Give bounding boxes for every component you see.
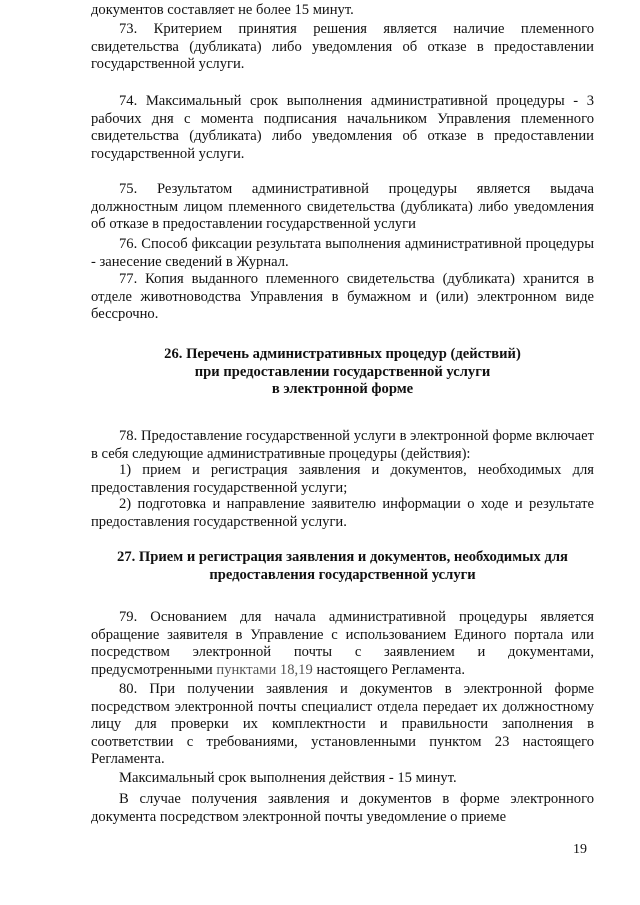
heading-27-line-2: предоставления государственной услуги — [209, 566, 476, 583]
paragraph-79-text: 79. Основанием для начала административной процедуры является обращение заявителя в Управление с использованием Единого портала или посредством электронной почты с заявлением и документами, предусмотренными — [91, 609, 594, 678]
paragraph-max-time: Максимальный срок выполнения действия - 15 минут. — [119, 770, 457, 786]
section-heading-26 — [91, 346, 594, 399]
section-heading-27 — [91, 549, 594, 584]
paragraph-79-reference: пунктами 18,19 — [216, 661, 313, 678]
paragraph-79 — [91, 609, 594, 679]
paragraph-continuation: документов составляет не более 15 минут. — [91, 2, 354, 18]
heading-26-line-1: 26. Перечень административных процедур (действий) — [164, 346, 521, 362]
paragraph-76: 76. Способ фиксации результата выполнения административной процедуры - занесение сведений в Журнал. — [91, 236, 594, 270]
paragraph-78-item-1: 1) прием и регистрация заявления и документов, необходимых для предоставления государственной услуги; — [91, 462, 594, 496]
heading-27-line-1: 27. Прием и регистрация заявления и документов, необходимых для — [117, 549, 568, 565]
paragraph-78: 78. Предоставление государственной услуги в электронной форме включает в себя следующие административные процедуры (действия): — [91, 428, 594, 462]
heading-26-line-3: в электронной форме — [271, 381, 414, 398]
paragraph-78-item-2: 2) подготовка и направление заявителю информации о ходе и результате предоставления государственной услуги. — [91, 496, 594, 530]
paragraph-electronic-receipt: В случае получения заявления и документов в форме электронного документа посредством электронной почты уведомление о приеме — [91, 791, 594, 825]
paragraph-80: 80. При получении заявления и документов в электронной форме посредством электронной почты специалист отдела передает их должностному лицу для проверки их комплектности и правильности заполнения в соответствии с требованиями, установленными пунктом 23 настоящего Регламента. — [91, 681, 594, 768]
paragraph-73: 73. Критерием принятия решения является наличие племенного свидетельства (дубликата) либо уведомления об отказе в предоставлении государственной услуги. — [91, 21, 594, 73]
page-number: 19 — [573, 842, 587, 857]
paragraph-74: 74. Максимальный срок выполнения административной процедуры - 3 рабочих дня с момента подписания начальником Управления племенного свидетельства (дубликата) либо уведомления об отказе в предоставлении государственной услуги. — [91, 93, 594, 162]
heading-26-line-2: при предоставлении государственной услуги — [194, 363, 491, 380]
paragraph-77: 77. Копия выданного племенного свидетельства (дубликата) хранится в отделе животноводства Управления в бумажном и (или) электронном виде бессрочно. — [91, 271, 594, 323]
paragraph-75: 75. Результатом административной процедуры является выдача должностным лицом племенного свидетельства (дубликата) либо уведомления об отказе в предоставлении государственной услуги — [91, 181, 594, 233]
paragraph-79-end: настоящего Регламента. — [316, 661, 466, 678]
